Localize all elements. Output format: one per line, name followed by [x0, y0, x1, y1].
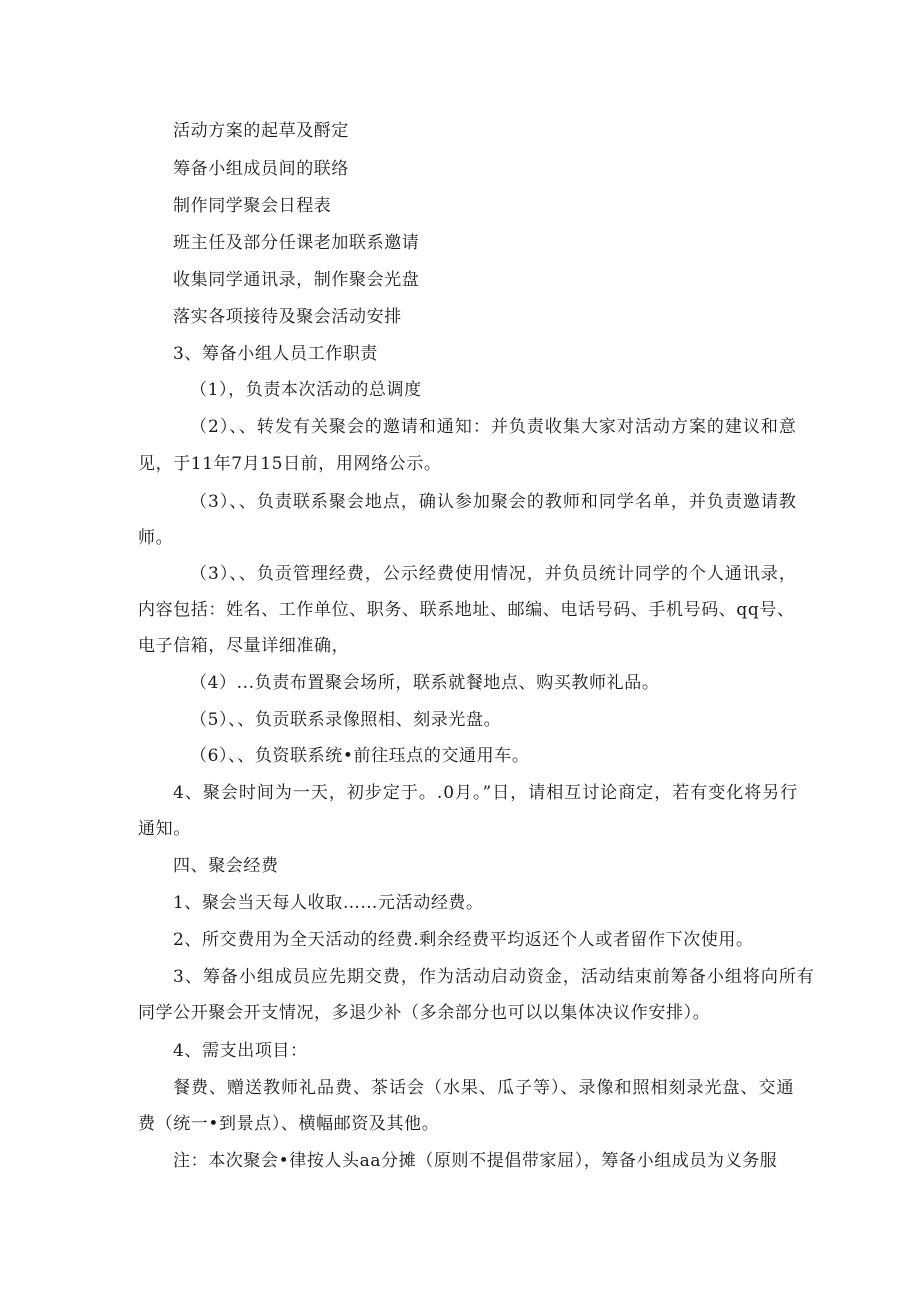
- section-heading-4-continued: 通知。: [138, 819, 191, 839]
- text-line-3: 制作同学聚会日程表: [173, 196, 332, 216]
- duty-item-1: （1），负责本次活动的总调度: [190, 380, 422, 400]
- text-line-2: 筹备小组成员间的联络: [173, 159, 349, 179]
- duty-item-3b-continued-2: 电子信箱，尽量详细准确，: [138, 636, 350, 656]
- duty-item-2-continued: 见，于11年7月15日前，用网络公示。: [138, 454, 442, 474]
- funding-item-2: 2、所交费用为全天活动的经费.剩余经费平均返还个人或者留作下次使用。: [173, 930, 754, 950]
- text-line-6: 落实各项接待及聚会活动安排: [173, 307, 402, 327]
- section-heading-3: 3、筹备小组人员工作职责: [173, 344, 379, 364]
- section-heading-4: 4、聚会时间为一天，初步定于。.0月。”日，请相互讨论商定，若有变化将另行: [173, 783, 799, 803]
- funding-item-3-continued: 同学公开聚会开支情况，多退少补（多余部分也可以以集体决议作安排）。: [138, 1003, 711, 1023]
- duty-item-3b-continued-1: 内容包括：姓名、工作单位、职务、联系地址、邮编、电话号码、手机号码、qq号、: [138, 600, 795, 620]
- duty-item-3: （3）、、负责联系聚会地点，确认参加聚会的教师和同学名单，并负责邀请教: [190, 492, 797, 512]
- text-line-1: 活动方案的起草及酹定: [173, 121, 349, 141]
- duty-item-3-continued: 师。: [138, 528, 174, 548]
- funding-item-1: 1、聚会当天每人收取……元活动经费。: [173, 893, 484, 913]
- note-line: 注：本次聚会•律按人头aa分摊（原则不提倡带家屈），筹备小组成员为义务服: [173, 1151, 778, 1171]
- text-line-5: 收集同学通讯录，制作聚会光盘: [173, 270, 420, 290]
- duty-item-3b: （3）、、负贡管理经费，公示经费使用情况，并负员统计同学的个人通讯录，: [190, 564, 797, 584]
- duty-item-6: （6）、、负资联系统•前往珏点的交通用车。: [190, 746, 530, 766]
- duty-item-4: （4）...负责布置聚会场所，联系就餐地点、购买教师礼品。: [190, 673, 660, 693]
- expense-list-continued: 费（统一•到景点）、横幅邮资及其他。: [138, 1114, 440, 1134]
- funding-item-4: 4、需支出项目：: [173, 1041, 308, 1061]
- duty-item-5: （5）、、负贡联系录像照相、刻录光盘。: [190, 710, 502, 730]
- expense-list: 餐费、赠送教师礼品费、茶话会（水果、瓜子等）、录像和照相刻录光盘、交通: [173, 1078, 795, 1098]
- duty-item-2: （2）、、转发有关聚会的邀请和通知：并负责收集大家对活动方案的建议和意: [190, 417, 797, 437]
- funding-item-3: 3、筹备小组成员应先期交费，作为活动启动资金，活动结束前筹备小组将向所有: [173, 967, 815, 987]
- text-line-4: 班主任及部分任课老加联系邀请: [173, 233, 420, 253]
- chapter-heading-funding: 四、聚会经费: [173, 856, 279, 876]
